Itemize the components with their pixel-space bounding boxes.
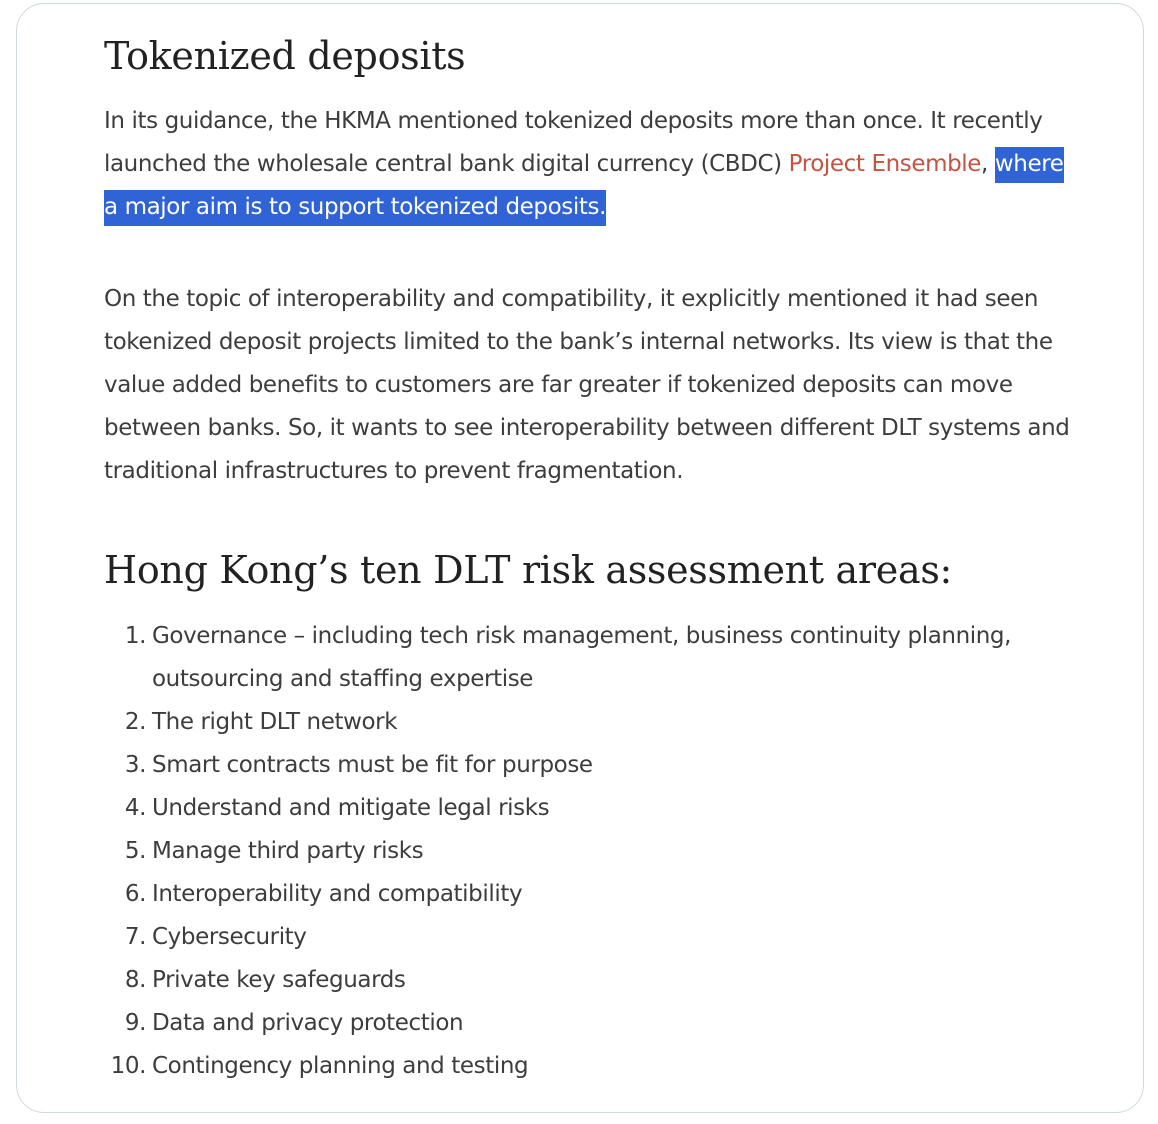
list-number: 7. — [124, 924, 146, 950]
list-item-text: Smart contracts must be fit for purpose — [152, 752, 593, 778]
list-item — [124, 873, 1112, 916]
selected-text: where a major aim is to support tokenized deposits. — [104, 147, 1064, 226]
list-item — [124, 701, 1112, 744]
list-number: 2. — [124, 709, 146, 735]
list-item — [124, 615, 1112, 701]
list-item — [124, 916, 1112, 959]
list-item — [124, 830, 1112, 873]
list-number: 8. — [124, 967, 146, 993]
list-number: 3. — [124, 752, 146, 778]
list-number: 9. — [124, 1010, 146, 1036]
section-heading-tokenized-deposits: Tokenized deposits — [104, 34, 466, 78]
risk-areas-list — [110, 615, 1112, 1088]
list-number: 5. — [124, 838, 146, 864]
list-item-text: Cybersecurity — [152, 924, 307, 950]
list-item-text: Governance – including tech risk management, business continuity planning, outsourcing and staffing expertise — [152, 623, 1012, 692]
list-number: 1. — [124, 623, 146, 649]
list-item-text: Manage third party risks — [152, 838, 424, 864]
list-item-text: Data and privacy protection — [152, 1010, 464, 1036]
list-item-text: The right DLT network — [152, 709, 398, 735]
list-item — [124, 959, 1112, 1002]
list-item-text: Private key safeguards — [152, 967, 406, 993]
list-item — [124, 787, 1112, 830]
list-number: 4. — [124, 795, 146, 821]
section-heading-risk-areas: Hong Kong’s ten DLT risk assessment areas: — [104, 548, 953, 592]
list-item-text: Interoperability and compatibility — [152, 881, 523, 907]
list-item-text: Contingency planning and testing — [152, 1053, 529, 1079]
paragraph-interoperability: On the topic of interoperability and compatibility, it explicitly mentioned it had seen tokenized deposit projects limited to the bank’s internal networks. Its view is that the value added benefits to customers are far greater if tokenized deposits can move between banks. So, it wants to see interoperability between different DLT systems and traditional infrastructures to prevent fragmentation. — [104, 286, 1070, 484]
paragraph-text: In its guidance, the HKMA mentioned tokenized deposits more than once. It recently launched the wholesale central bank digital currency (CBDC) — [104, 108, 1043, 177]
list-item — [124, 1002, 1112, 1045]
list-number: 6. — [124, 881, 146, 907]
list-item — [124, 744, 1112, 787]
list-item-text: Understand and mitigate legal risks — [152, 795, 550, 821]
list-number: 10. — [110, 1053, 146, 1079]
list-item — [110, 1045, 1112, 1088]
paragraph-text-comma: , — [981, 151, 995, 177]
paragraph-tokenized-intro — [104, 100, 1064, 229]
project-ensemble-link[interactable]: Project Ensemble — [788, 151, 982, 177]
